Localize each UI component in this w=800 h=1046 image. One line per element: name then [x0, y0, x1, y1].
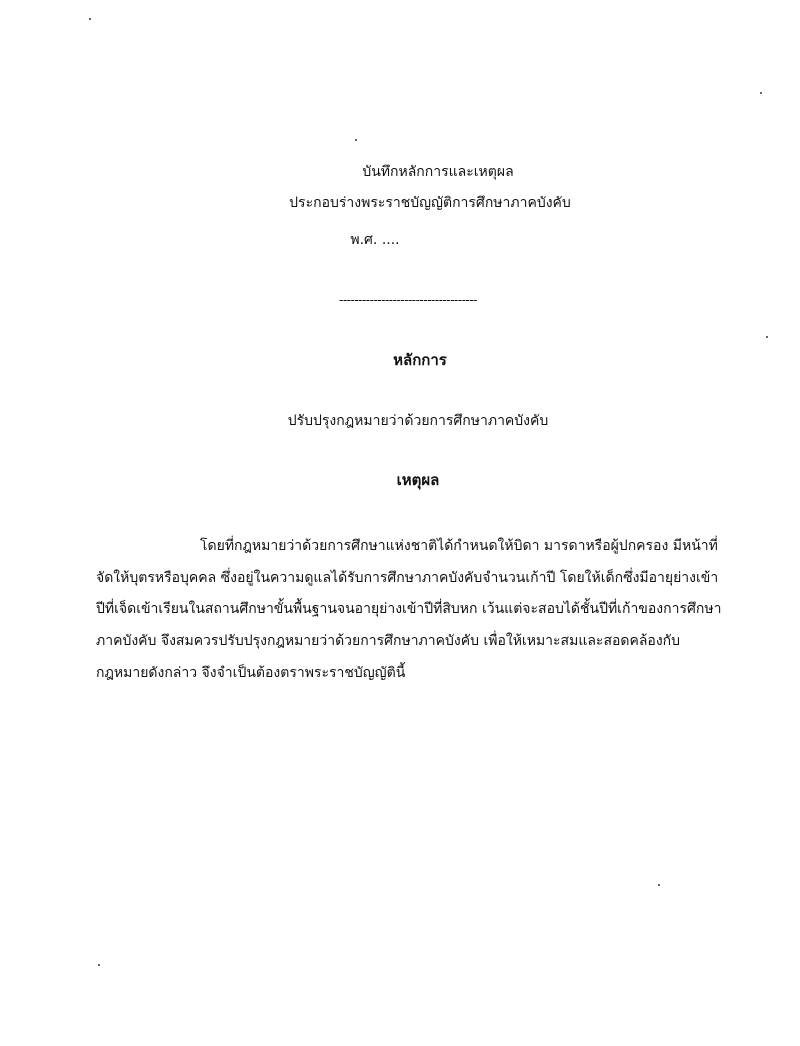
separator-line: ------------------------------------ — [339, 293, 477, 307]
reason-paragraph-line: กฎหมายดังกล่าว จึงจำเป็นต้องตราพระราชบัญญัตินี้ — [96, 665, 406, 681]
principle-text: ปรับปรุงกฎหมายว่าด้วยการศึกษาภาคบังคับ — [287, 413, 549, 429]
scan-speck — [89, 18, 91, 20]
reason-paragraph-line: โดยที่กฎหมายว่าด้วยการศึกษาแห่งชาติได้กำหนดให้บิดา มารดาหรือผู้ปกครอง มีหน้าที่ — [200, 538, 718, 554]
reason-paragraph-line: ปีที่เจ็ดเข้าเรียนในสถานศึกษาขั้นพื้นฐานจนอายุย่างเข้าปีที่สิบหก เว้นแต่จะสอบได้ชั้นปีที่เก้าของการศึกษา — [96, 601, 722, 617]
reason-heading: เหตุผล — [396, 471, 440, 489]
reason-paragraph-line: ภาคบังคับ จึงสมควรปรับปรุงกฎหมายว่าด้วยการศึกษาภาคบังคับ เพื่อให้เหมาะสมและสอดคล้องกับ — [96, 633, 681, 649]
document-year: พ.ศ. .... — [350, 232, 400, 248]
scan-speck — [98, 964, 100, 966]
scan-speck — [658, 884, 660, 886]
scan-speck — [760, 92, 762, 94]
document-subtitle: ประกอบร่างพระราชบัญญัติการศึกษาภาคบังคับ — [289, 195, 571, 211]
principle-heading: หลักการ — [393, 351, 447, 369]
scan-speck — [766, 336, 768, 338]
reason-paragraph-line: จัดให้บุตรหรือบุคคล ซึ่งอยู่ในความดูแลได้รับการศึกษาภาคบังคับจำนวนเก้าปี โดยให้เด็กซึ่งมีอายุย่างเข้า — [96, 570, 719, 586]
scan-speck — [355, 139, 357, 141]
document-title: บันทึกหลักการและเหตุผล — [362, 164, 514, 180]
